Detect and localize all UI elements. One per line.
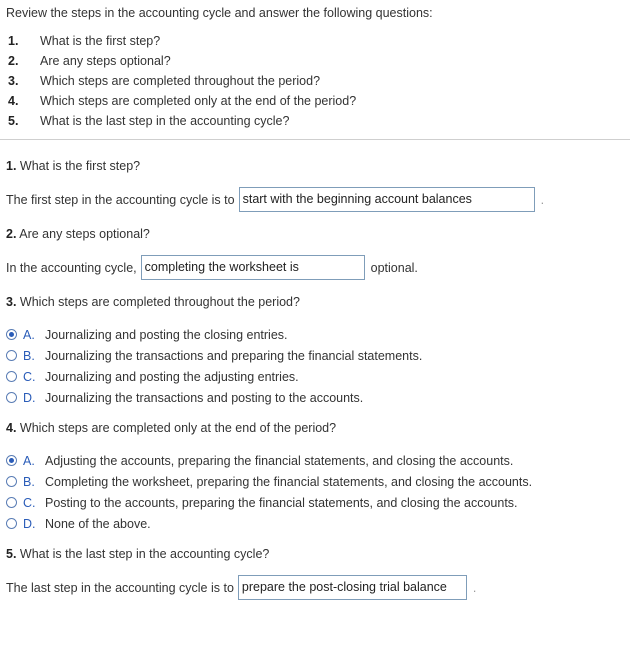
list-item-text: Which steps are completed only at the end of the period? bbox=[40, 94, 357, 108]
question-title: Are any steps optional? bbox=[19, 227, 150, 241]
radio-option-b[interactable] bbox=[6, 345, 422, 366]
question-title: What is the first step? bbox=[19, 159, 141, 173]
list-item-number: 3. bbox=[8, 74, 19, 88]
radio-option-a[interactable] bbox=[6, 324, 422, 345]
radio-selected-icon[interactable] bbox=[6, 329, 17, 340]
list-item-text: Which steps are completed throughout the period? bbox=[40, 74, 321, 88]
answer-suffix: . bbox=[540, 192, 545, 207]
radio-option-a[interactable] bbox=[6, 450, 532, 471]
option-letter: C. bbox=[23, 495, 36, 510]
question-title: Which steps are completed throughout the period? bbox=[19, 295, 300, 309]
question-number: 5. bbox=[6, 547, 17, 561]
list-item-text: Are any steps optional? bbox=[40, 54, 171, 68]
list-item bbox=[8, 91, 356, 111]
list-item-number: 5. bbox=[8, 114, 19, 128]
list-item-number: 1. bbox=[8, 34, 19, 48]
option-letter: A. bbox=[23, 327, 35, 342]
option-letter: A. bbox=[23, 453, 35, 468]
first-step-answer-field[interactable]: start with the beginning account balances bbox=[239, 187, 535, 212]
option-letter: B. bbox=[23, 474, 35, 489]
option-text: Journalizing and posting the closing entries. bbox=[45, 327, 288, 342]
question-5-answer-row bbox=[6, 575, 476, 600]
option-text: None of the above. bbox=[45, 516, 151, 531]
question-number: 1. bbox=[6, 159, 17, 173]
answer-prefix: The last step in the accounting cycle is to bbox=[6, 580, 234, 595]
radio-unselected-icon[interactable] bbox=[6, 518, 17, 529]
radio-option-c[interactable] bbox=[6, 366, 422, 387]
question-list bbox=[8, 31, 356, 131]
list-item-number: 2. bbox=[8, 54, 19, 68]
option-text: Posting to the accounts, preparing the financial statements, and closing the accounts. bbox=[45, 495, 518, 510]
answer-suffix: optional. bbox=[370, 260, 418, 275]
radio-unselected-icon[interactable] bbox=[6, 350, 17, 361]
radio-option-d[interactable] bbox=[6, 387, 422, 408]
optional-step-answer-field[interactable]: completing the worksheet is bbox=[141, 255, 365, 280]
question-1-heading bbox=[6, 159, 140, 173]
question-number: 4. bbox=[6, 421, 17, 435]
option-text: Adjusting the accounts, preparing the financial statements, and closing the accounts. bbox=[45, 453, 514, 468]
question-2-heading bbox=[6, 227, 150, 241]
radio-option-d[interactable] bbox=[6, 513, 532, 534]
question-2-answer-row bbox=[6, 255, 418, 280]
list-item-text: What is the last step in the accounting cycle? bbox=[40, 114, 290, 128]
question-3-options bbox=[6, 324, 422, 408]
radio-unselected-icon[interactable] bbox=[6, 371, 17, 382]
instructions-text: Review the steps in the accounting cycle and answer the following questions: bbox=[6, 6, 433, 20]
option-text: Journalizing the transactions and posting to the accounts. bbox=[45, 390, 364, 405]
question-title: What is the last step in the accounting cycle? bbox=[19, 547, 270, 561]
option-letter: D. bbox=[23, 516, 36, 531]
list-item-number: 4. bbox=[8, 94, 19, 108]
list-item bbox=[8, 71, 356, 91]
option-text: Completing the worksheet, preparing the financial statements, and closing the accounts. bbox=[45, 474, 533, 489]
option-letter: C. bbox=[23, 369, 36, 384]
list-item bbox=[8, 111, 356, 131]
question-5-heading bbox=[6, 547, 269, 561]
answer-suffix: . bbox=[472, 580, 477, 595]
option-text: Journalizing the transactions and preparing the financial statements. bbox=[45, 348, 423, 363]
question-4-heading bbox=[6, 421, 336, 435]
question-3-heading bbox=[6, 295, 300, 309]
radio-unselected-icon[interactable] bbox=[6, 497, 17, 508]
question-number: 2. bbox=[6, 227, 17, 241]
question-4-options bbox=[6, 450, 532, 534]
radio-unselected-icon[interactable] bbox=[6, 476, 17, 487]
list-item bbox=[8, 31, 356, 51]
radio-option-c[interactable] bbox=[6, 492, 532, 513]
question-1-answer-row bbox=[6, 187, 544, 212]
last-step-answer-field[interactable]: prepare the post-closing trial balance bbox=[238, 575, 467, 600]
radio-option-b[interactable] bbox=[6, 471, 532, 492]
question-number: 3. bbox=[6, 295, 17, 309]
question-title: Which steps are completed only at the end of the period? bbox=[19, 421, 337, 435]
answer-prefix: The first step in the accounting cycle is to bbox=[6, 192, 235, 207]
section-divider bbox=[0, 139, 630, 140]
option-letter: B. bbox=[23, 348, 35, 363]
list-item-text: What is the first step? bbox=[40, 34, 161, 48]
option-letter: D. bbox=[23, 390, 36, 405]
list-item bbox=[8, 51, 356, 71]
option-text: Journalizing and posting the adjusting entries. bbox=[45, 369, 299, 384]
answer-prefix: In the accounting cycle, bbox=[6, 260, 137, 275]
radio-selected-icon[interactable] bbox=[6, 455, 17, 466]
radio-unselected-icon[interactable] bbox=[6, 392, 17, 403]
